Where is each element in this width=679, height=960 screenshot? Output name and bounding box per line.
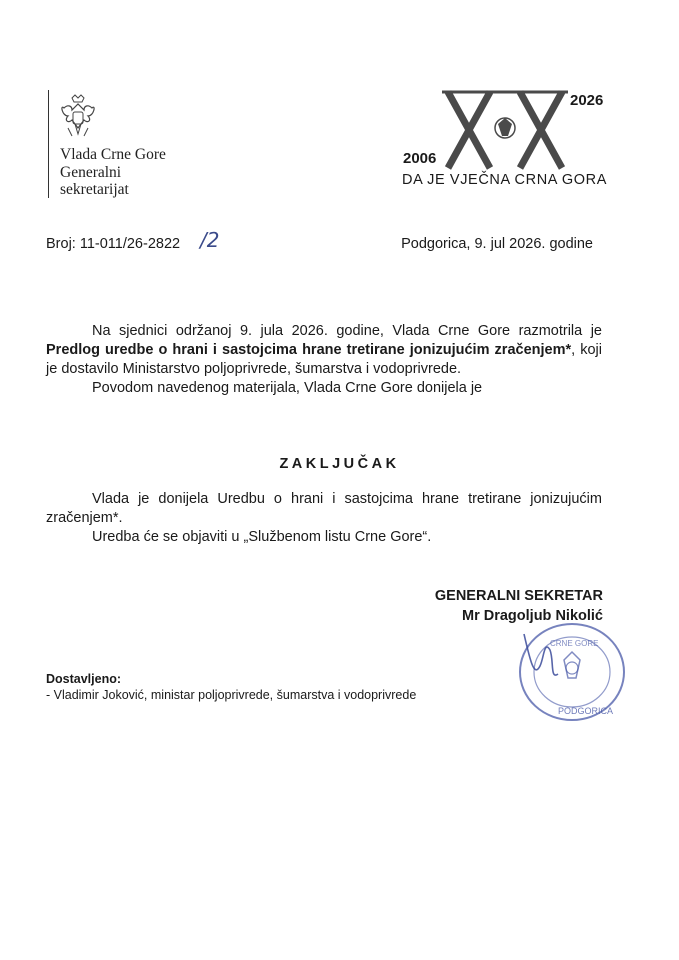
gov-line-3: sekretarijat [60, 181, 129, 198]
signature-name: Mr Dragoljub Nikolić [462, 608, 603, 624]
conclusion-text [46, 490, 602, 547]
reference-handwritten: /2 [200, 228, 220, 252]
paragraph-2: Povodom navedenog materijala, Vlada Crne Gore donijela je [92, 380, 483, 396]
paragraph-1: Na sjednici održanoj 9. jula 2026. godine, Vlada Crne Gore razmotrila je Predlog uredbe o hrani i sastojcima hrane tretirane jonizujućim zračenjem*, koji je dostavilo Ministarstvo poljoprivrede, šumarstva i vodoprivrede. [46, 323, 602, 377]
logo-year-start: 2006 [403, 150, 437, 167]
body-text [46, 322, 602, 398]
distribution-item: - Vladimir Joković, ministar poljoprivrede, šumarstva i vodoprivrede [46, 688, 417, 702]
logo-motto: DA JE VJEČNA CRNA GORA [402, 172, 607, 188]
header-divider-line [48, 90, 49, 198]
gov-line-1: Vlada Crne Gore [60, 146, 166, 163]
svg-text:PODGORICA: PODGORICA [558, 706, 614, 716]
logo-year-end: 2026 [570, 92, 604, 109]
place-and-date: Podgorica, 9. jul 2026. godine [401, 236, 593, 252]
reference-number: Broj: 11-011/26-2822 [46, 236, 181, 252]
signature-title: GENERALNI SEKRETAR [434, 588, 603, 604]
svg-text:CRNE GORE: CRNE GORE [550, 639, 599, 648]
paragraph-4: Uredba će se objaviti u „Službenom listu Crne Gore“. [92, 529, 432, 545]
official-stamp-icon [510, 620, 632, 724]
government-name [60, 146, 166, 199]
conclusion-heading: ZAKLJUČAK [279, 456, 400, 472]
regulation-title: Predlog uredbe o hrani i sastojcima hrane tretirane jonizujućim zračenjem* [46, 342, 572, 358]
logo-eagle-icon [495, 118, 515, 138]
gov-line-2: Generalni [60, 163, 122, 181]
montenegro-coat-of-arms-icon [58, 94, 98, 142]
distribution-title: Dostavljeno: [46, 672, 122, 686]
paragraph-3: Vlada je donijela Uredbu o hrani i sastojcima hrane tretirane jonizujućim zračenjem*. [46, 491, 602, 526]
